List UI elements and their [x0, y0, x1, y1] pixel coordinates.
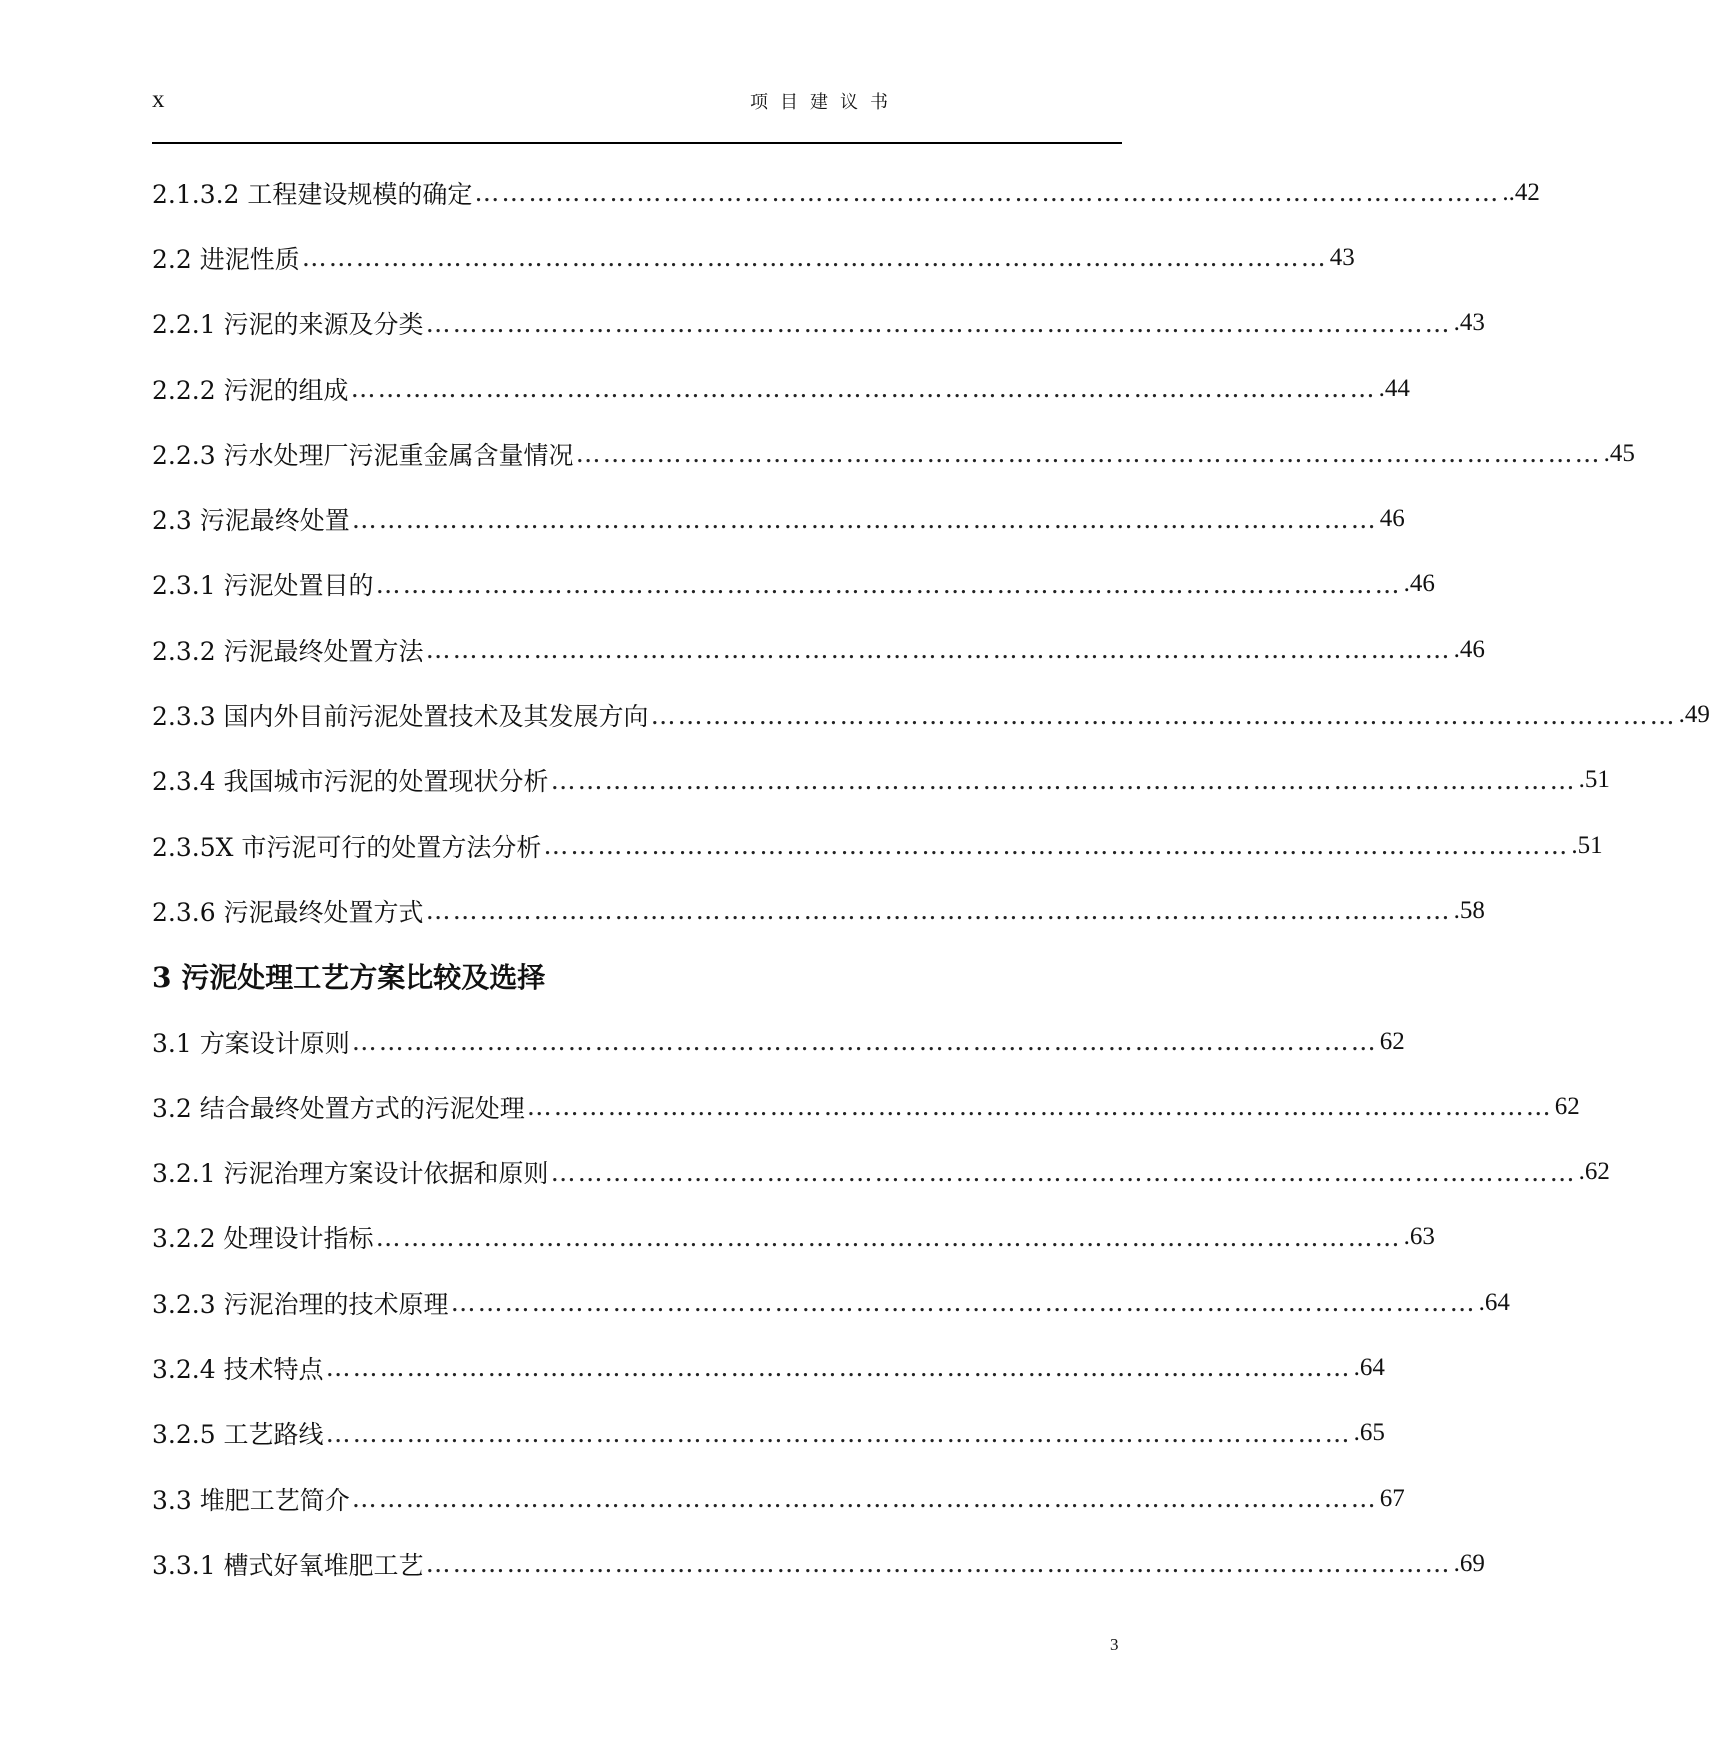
toc-entry-label: 2.2 进泥性质	[152, 244, 300, 274]
page-header	[152, 78, 1122, 138]
toc-entry[interactable]	[152, 486, 1405, 551]
toc-entry-label: 3.2 结合最终处置方式的污泥处理	[152, 1093, 525, 1123]
table-of-contents	[152, 160, 1710, 1597]
toc-chapter-label: 3 污泥处理工艺方案比较及选择	[152, 961, 546, 995]
toc-entry-label: 3.2.3 污泥治理的技术原理	[152, 1289, 449, 1319]
toc-entry-page: .64	[1478, 1288, 1510, 1316]
toc-entry[interactable]	[152, 1531, 1485, 1596]
toc-entry-label: 2.3.3 国内外目前污泥处置技术及其发展方向	[152, 702, 649, 732]
toc-dot-leader: ……………………………………………………………………………………………………	[301, 243, 1328, 273]
toc-entry[interactable]	[152, 225, 1355, 290]
toc-entry-label: 2.2.1 污泥的来源及分类	[152, 310, 424, 340]
toc-entry-label: 2.2.2 污泥的组成	[152, 375, 349, 405]
toc-dot-leader: ……………………………………………………………………………………………………	[351, 1027, 1378, 1056]
toc-entry[interactable]	[152, 1466, 1405, 1531]
toc-entry[interactable]	[152, 1139, 1610, 1204]
toc-entry-page: .62	[1578, 1158, 1610, 1186]
toc-dot-leader: ……………………………………………………………………………………………………	[350, 374, 1377, 404]
toc-entry[interactable]	[152, 813, 1603, 878]
toc-entry-page: .64	[1353, 1353, 1385, 1381]
toc-entry-page: .46	[1403, 570, 1435, 598]
page-number: 3	[1110, 1635, 1119, 1654]
toc-entry[interactable]	[152, 617, 1485, 682]
toc-dot-leader: ……………………………………………………………………………………………………	[575, 439, 1602, 469]
toc-dot-leader: ……………………………………………………………………………………………………	[550, 1157, 1577, 1187]
toc-dot-leader: ……………………………………………………………………………………………………	[550, 765, 1577, 795]
toc-entry-page: .51	[1578, 766, 1610, 794]
toc-dot-leader: ……………………………………………………………………………………………………	[474, 178, 1501, 208]
toc-entry[interactable]	[152, 1270, 1510, 1335]
toc-dot-leader: ……………………………………………………………………………………………………	[543, 831, 1570, 861]
toc-entry-label: 2.3.1 污泥处置目的	[152, 571, 374, 601]
toc-entry-label: 3.2.2 处理设计指标	[152, 1224, 374, 1254]
header-divider	[152, 142, 1122, 144]
header-left-mark: x	[152, 86, 165, 113]
toc-entry-label: 2.2.3 污水处理厂污泥重金属含量情况	[152, 440, 574, 470]
toc-entry-page: .69	[1453, 1549, 1485, 1577]
toc-entry-label: 3.1 方案设计原则	[152, 1028, 350, 1058]
toc-entry[interactable]	[152, 878, 1485, 943]
toc-entry-page: .65	[1353, 1419, 1385, 1447]
toc-dot-leader: ……………………………………………………………………………………………………	[450, 1288, 1477, 1318]
toc-dot-leader: ……………………………………………………………………………………………………	[375, 569, 1402, 599]
toc-entry-label: 2.3 污泥最终处置	[152, 506, 350, 536]
header-title: 项目建议书	[750, 92, 900, 113]
toc-dot-leader: ……………………………………………………………………………………………………	[325, 1353, 1352, 1383]
toc-dot-leader: ……………………………………………………………………………………………………	[325, 1418, 1352, 1448]
toc-entry[interactable]	[152, 682, 1710, 747]
toc-entry-label: 2.3.6 污泥最终处置方式	[152, 897, 424, 927]
toc-entry[interactable]	[152, 1401, 1385, 1466]
toc-dot-leader: ……………………………………………………………………………………………………	[375, 1222, 1402, 1252]
toc-entry[interactable]	[152, 356, 1410, 421]
toc-entry[interactable]	[152, 1009, 1405, 1074]
toc-entry-label: 3.2.4 技术特点	[152, 1354, 324, 1384]
toc-dot-leader: ……………………………………………………………………………………………………	[351, 1484, 1378, 1514]
toc-entry-page: .49	[1678, 701, 1710, 729]
toc-dot-leader: ……………………………………………………………………………………………………	[425, 308, 1452, 338]
toc-dot-leader: ……………………………………………………………………………………………………	[526, 1092, 1553, 1122]
toc-entry-label: 3.3 堆肥工艺简介	[152, 1485, 350, 1515]
toc-entry-page: .44	[1378, 374, 1410, 402]
toc-entry-label: 2.3.4 我国城市污泥的处置现状分析	[152, 767, 549, 797]
toc-entry[interactable]	[152, 1205, 1435, 1270]
toc-entry[interactable]	[152, 748, 1610, 813]
toc-entry-label: 3.3.1 槽式好氧堆肥工艺	[152, 1550, 424, 1580]
toc-entry-page: 67	[1379, 1484, 1405, 1512]
toc-entry-page: .43	[1453, 309, 1485, 337]
toc-entry-page: .63	[1403, 1223, 1435, 1251]
toc-dot-leader: ……………………………………………………………………………………………………	[650, 700, 1677, 730]
toc-entry-page: 43	[1329, 243, 1355, 271]
toc-entry-page: 46	[1379, 505, 1405, 533]
toc-entry-page: 62	[1554, 1092, 1580, 1120]
toc-entry-page: .45	[1603, 439, 1635, 467]
toc-dot-leader: ……………………………………………………………………………………………………	[425, 1549, 1452, 1579]
toc-entry-label: 2.1.3.2 工程建设规模的确定	[152, 179, 473, 209]
toc-entry-page: .58	[1453, 896, 1485, 924]
toc-chapter-heading[interactable]	[152, 944, 972, 1009]
toc-entry-page: 62	[1379, 1027, 1405, 1055]
toc-entry[interactable]	[152, 552, 1435, 617]
toc-entry[interactable]	[152, 421, 1635, 486]
toc-entry[interactable]	[152, 1074, 1580, 1139]
toc-entry[interactable]	[152, 291, 1485, 356]
toc-entry-page: .51	[1571, 831, 1603, 859]
toc-entry[interactable]	[152, 1335, 1385, 1400]
toc-entry-label: 3.2.5 工艺路线	[152, 1420, 324, 1450]
toc-dot-leader: ……………………………………………………………………………………………………	[425, 896, 1452, 926]
toc-entry-label: 2.3.5X 市污泥可行的处置方法分析	[152, 832, 542, 862]
toc-entry-page: ..42	[1502, 178, 1540, 206]
toc-dot-leader: ……………………………………………………………………………………………………	[351, 504, 1378, 534]
toc-dot-leader: ……………………………………………………………………………………………………	[425, 635, 1452, 665]
toc-entry[interactable]	[152, 160, 1540, 225]
toc-entry-page: .46	[1453, 635, 1485, 663]
toc-entry-label: 2.3.2 污泥最终处置方法	[152, 636, 424, 666]
toc-entry-label: 3.2.1 污泥治理方案设计依据和原则	[152, 1159, 549, 1189]
